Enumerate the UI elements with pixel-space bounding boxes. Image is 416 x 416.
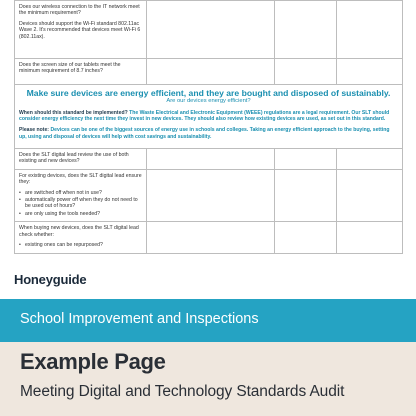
question-text: Does the screen size of our tablets meet the minimum requirement of 8.7 inches? [19, 62, 121, 75]
response-cell[interactable] [147, 169, 275, 221]
table-row [15, 222, 403, 254]
note-text: Devices can be one of the biggest sources of energy use in schools and colleges. Taking an energy efficient approach to the buying, setting up, using and disposal of devices will help with cost savings and sustainability. [19, 127, 390, 140]
section-banner [15, 85, 403, 149]
response-cell[interactable] [147, 59, 275, 85]
list-item: • existing ones can be repurposed? [19, 242, 142, 248]
question-cell [15, 1, 147, 59]
bullet-list [19, 242, 142, 248]
bullet-list [19, 190, 142, 218]
note-label: Please note: [19, 127, 50, 134]
question-text: Does our wireless connection to the IT network meet the minimum requirement? [19, 4, 140, 17]
audit-table [14, 0, 403, 254]
response-cell[interactable] [337, 222, 403, 254]
question-cell [15, 222, 147, 254]
table-row [15, 148, 403, 169]
response-cell[interactable] [337, 59, 403, 85]
response-cell[interactable] [275, 1, 337, 59]
list-item: • automatically power off when they do not need to be used out of hours? [19, 197, 142, 210]
question-text: For existing devices, does the SLT digital lead ensure they: [19, 172, 142, 186]
banner-note [19, 127, 398, 139]
audit-sheet [14, 0, 402, 258]
list-item: • are switched off when not in use? [19, 190, 142, 196]
brand-logo: Honeyguide [14, 272, 87, 287]
table-row [15, 59, 403, 85]
page-subtitle: Meeting Digital and Technology Standards Audit [20, 383, 345, 400]
banner-subtitle: Are our devices energy efficient? [166, 98, 251, 104]
response-cell[interactable] [275, 59, 337, 85]
page-title: Example Page [20, 349, 166, 374]
when-text: The Waste Electrical and Electronic Equipment (WEEE) regulations are a legal requirement. Our SLT should consider energy efficiency the next time they invest in new devices. They should also review how existing devices are used, as set out in this standard. [19, 110, 390, 123]
table-row [15, 169, 403, 221]
list-item: • are only using the tools needed? [19, 211, 142, 217]
response-cell[interactable] [275, 148, 337, 169]
when-label: When should this standard be implemented? [19, 110, 128, 116]
question-cell [15, 169, 147, 221]
banner-title: Make sure devices are energy efficient, and they are bought and disposed of sustainably. [26, 88, 391, 98]
title-panel [0, 342, 416, 416]
response-cell[interactable] [337, 1, 403, 59]
response-cell[interactable] [275, 222, 337, 254]
response-cell[interactable] [147, 222, 275, 254]
question-text: Does the SLT digital lead review the use of both existing and new devices? [19, 151, 129, 165]
response-cell[interactable] [147, 1, 275, 59]
response-cell[interactable] [337, 169, 403, 221]
banner-when [19, 110, 398, 122]
response-cell[interactable] [337, 148, 403, 169]
question-note: Devices should support the Wi-Fi standard 802.11ac Wave 2. It's recommended that devices meet Wi-Fi 6 (802.11ax). [19, 20, 141, 40]
response-cell[interactable] [275, 169, 337, 221]
response-cell[interactable] [147, 148, 275, 169]
section-banner-row [15, 85, 403, 149]
question-cell [15, 148, 147, 169]
question-text: When buying new devices, does the SLT digital lead check whether: [19, 225, 139, 238]
category-label: School Improvement and Inspections [20, 311, 259, 327]
category-band [0, 299, 416, 342]
table-row [15, 1, 403, 59]
question-cell [15, 59, 147, 85]
